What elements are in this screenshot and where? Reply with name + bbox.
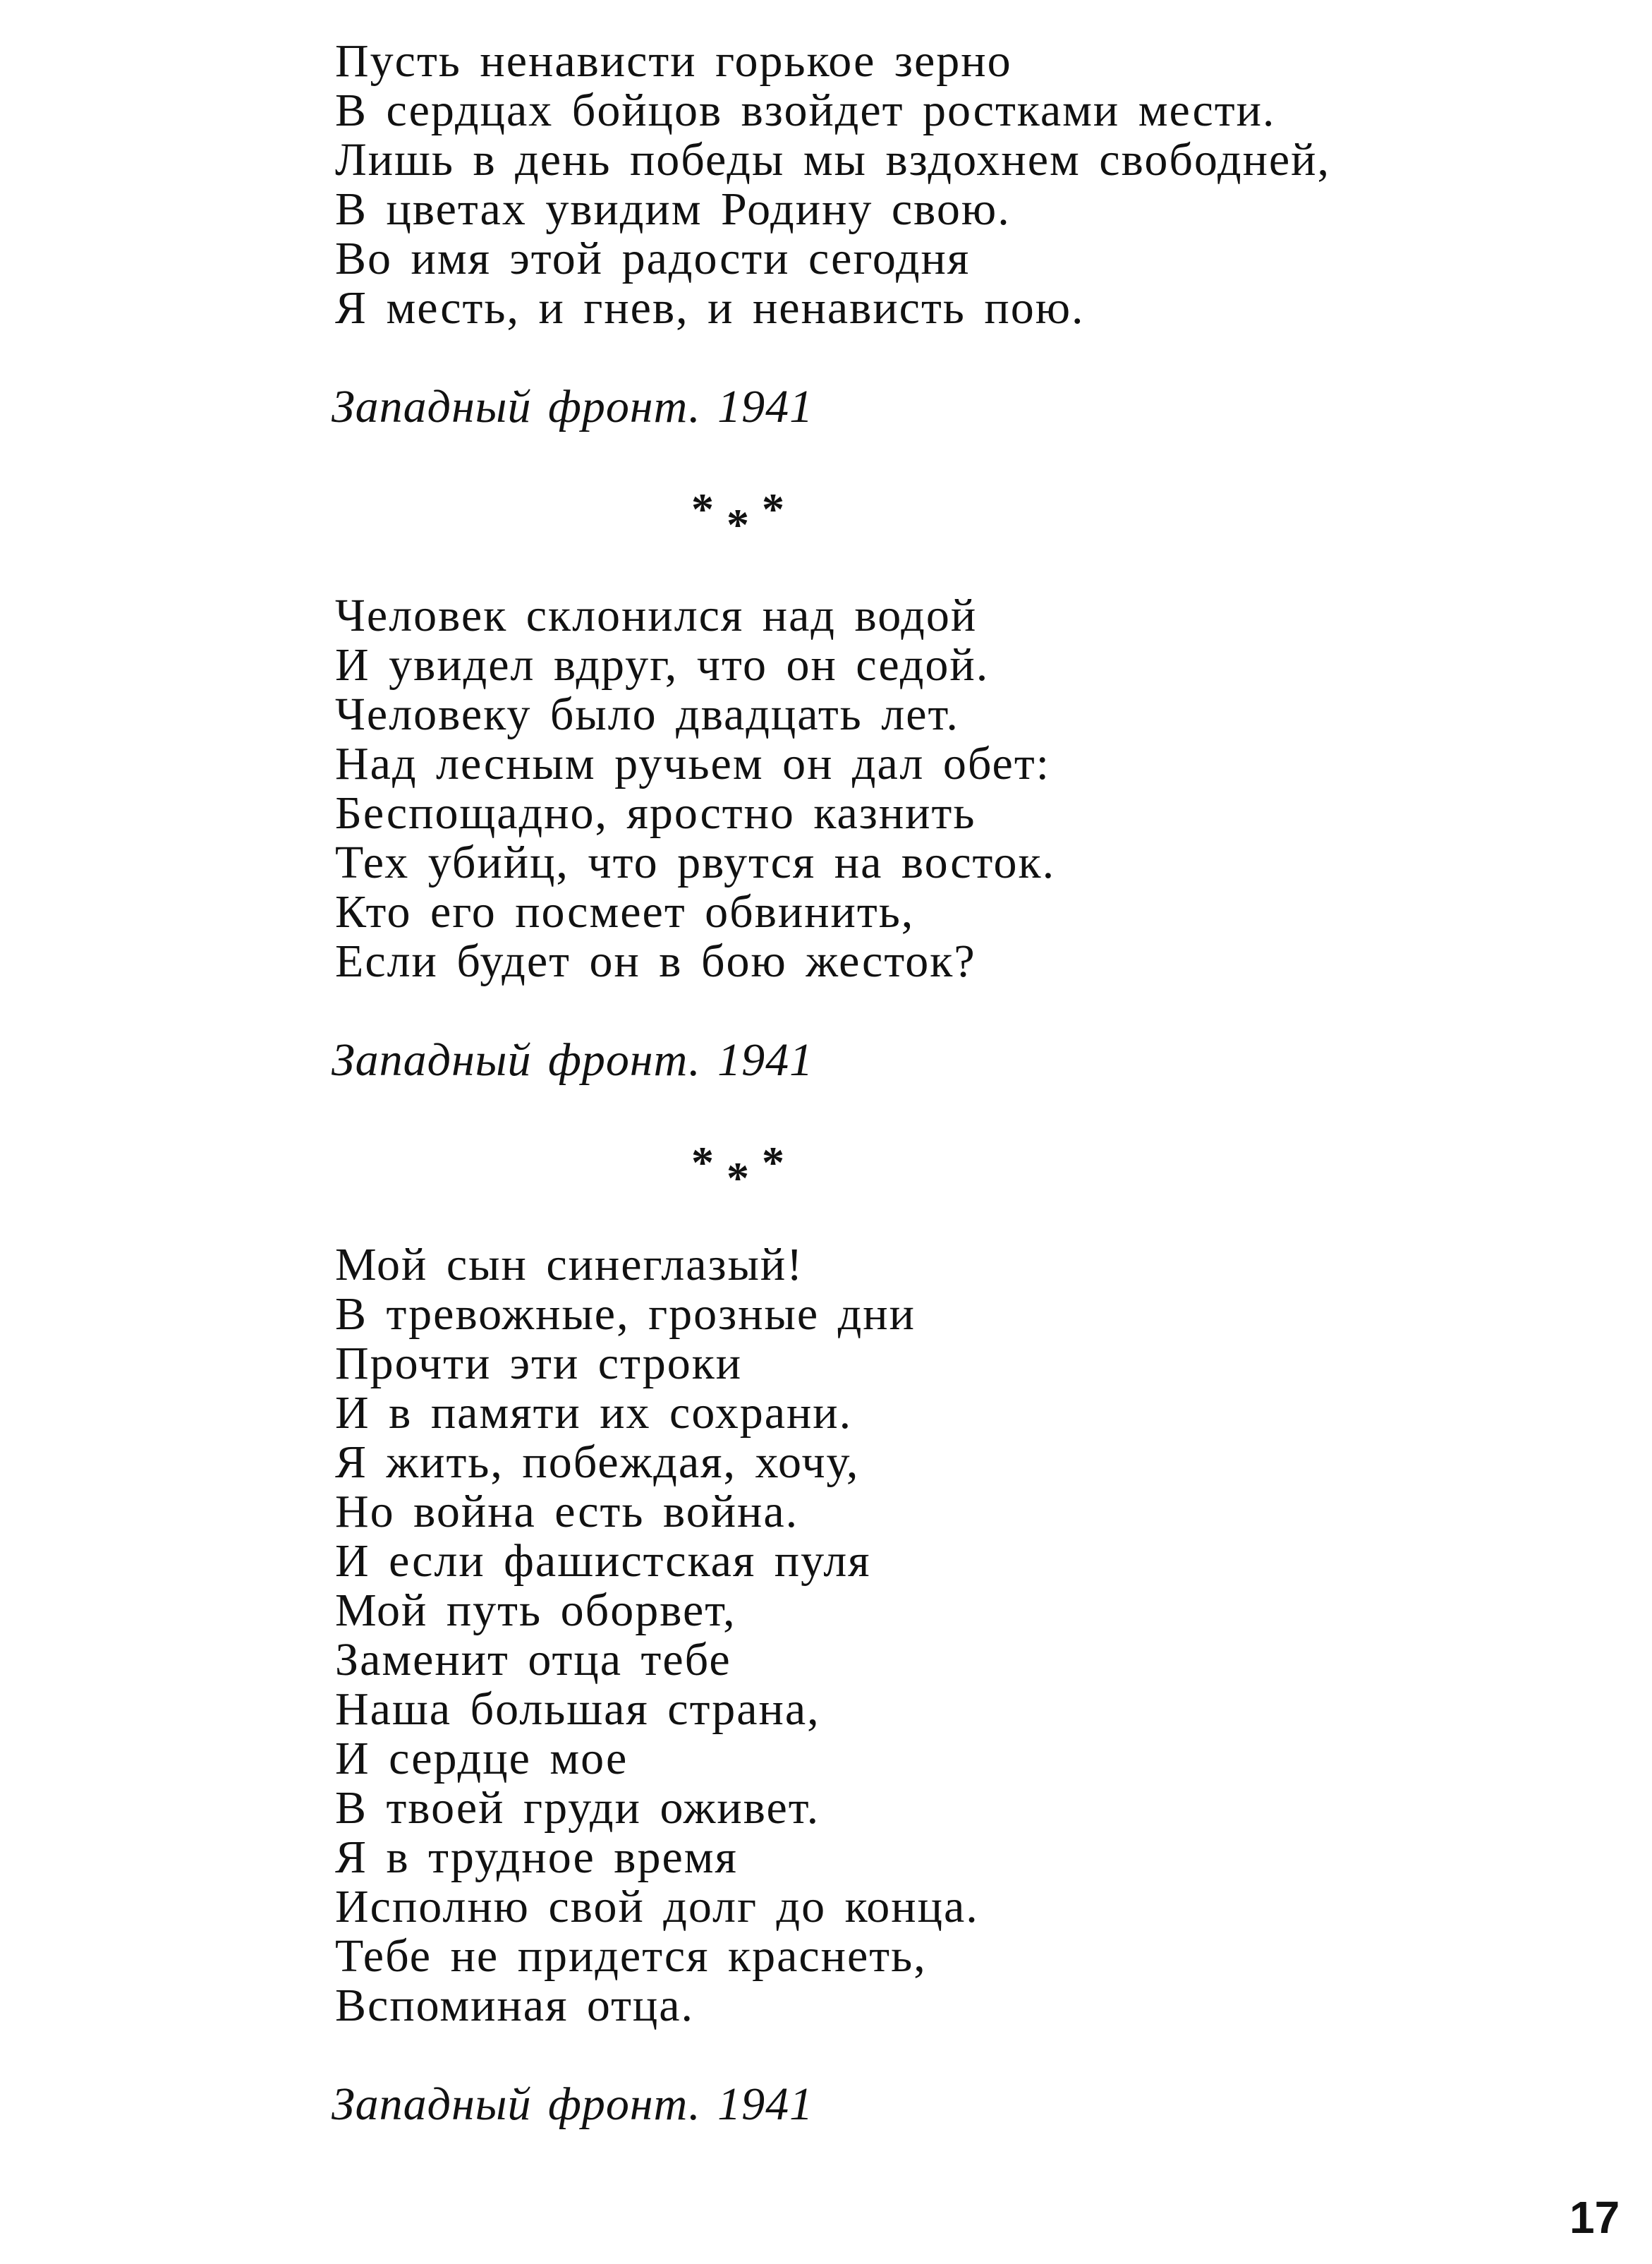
poem-line: Исполню свой долг до конца. [335,1881,979,1932]
poem-line: И в памяти их сохрани. [335,1387,853,1439]
poem-line: Я в трудное время [335,1832,738,1883]
asterisk-icon: * [762,484,784,534]
poem-line: Мой сын синеглазый! [335,1239,804,1290]
asterisk-icon: * [762,1137,784,1187]
poem-line: Беспощадно, яростно казнить [335,787,976,839]
poem-line: Я месть, и гнев, и ненависть пою. [335,282,1085,334]
poem-line: Я жить, побеждая, хочу, [335,1436,860,1488]
poem-line: Заменит отца тебе [335,1634,731,1685]
poem-line: И если фашистская пуля [335,1535,871,1587]
section-divider [691,1137,818,1203]
poem-line: Тебе не придется краснеть, [335,1930,927,1982]
poem-line: В твоей груди оживет. [335,1782,820,1834]
poem-signature: Западный фронт. 1941 [332,1034,814,1086]
asterisk-icon: * [727,500,749,550]
poem-line: И сердце мое [335,1733,628,1784]
page-number: 17 [1569,2192,1620,2243]
poem-line: Кто его посмеет обвинить, [335,886,915,938]
poem-signature: Западный фронт. 1941 [332,381,814,432]
asterisk-icon: * [727,1153,749,1203]
poem-line: Лишь в день победы мы вздохнем свободней, [335,134,1331,186]
asterisk-icon: * [691,1137,714,1187]
poem-line: Пусть ненависти горькое зерно [335,35,1012,87]
poem-line: Вспоминая отца. [335,1980,695,2031]
poem-line: И увидел вдруг, что он седой. [335,639,990,691]
asterisk-icon: * [691,484,714,534]
poem-line: Тех убийц, что рвутся на восток. [335,837,1056,888]
section-divider [691,484,818,550]
poem-line: Над лесным ручьем он дал обет: [335,738,1051,789]
poem-line: Если будет он в бою жесток? [335,936,976,987]
poem-line: Во имя этой радости сегодня [335,233,971,284]
poem-line: В цветах увидим Родину свою. [335,183,1011,235]
poem-line: В тревожные, грозные дни [335,1288,916,1340]
poem-line: В сердцах бойцов взойдет ростками мести. [335,85,1276,136]
poem-signature: Западный фронт. 1941 [332,2078,814,2130]
poem-line: Прочти эти строки [335,1338,743,1389]
poem-line: Наша большая страна, [335,1683,820,1735]
poem-line: Человек склонился над водой [335,590,978,641]
poem-line: Но война есть война. [335,1486,799,1537]
poem-line: Человеку было двадцать лет. [335,689,959,740]
poem-line: Мой путь оборвет, [335,1585,736,1636]
